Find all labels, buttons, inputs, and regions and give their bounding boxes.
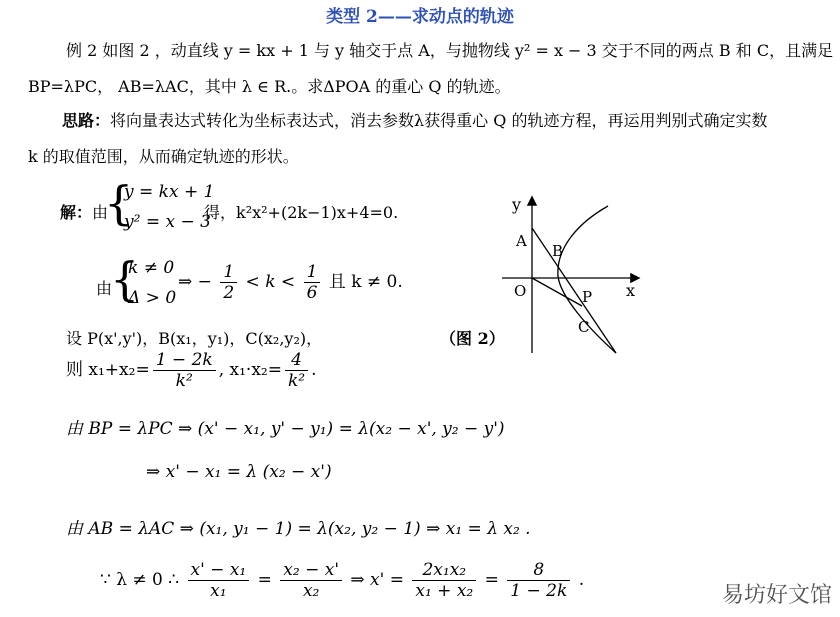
example-line-1: 例 2 如图 2 ，动直线 y = kx + 1 与 y 轴交于点 A，与抛物线 y² = x − 3 交于不同的两点 B 和 C，且满足 (66, 41, 834, 60)
figure-caption: （图 2） (440, 329, 505, 348)
fig-B-label: B (552, 242, 564, 260)
frac-sixth: $\frac{1}{6}$ (304, 262, 321, 303)
set-points: 设 P(x',y')，B(x₁，y₁)，C(x₂,y₂)， (66, 329, 323, 348)
frac-prod: $\frac{4}{\text{k²}}$ (285, 350, 308, 391)
final-derivation (100, 560, 584, 601)
fig-x-label: x (626, 281, 636, 300)
system-eq-2: y² = x − 3 (124, 212, 211, 232)
k-range (178, 262, 403, 303)
fig-origin-label: O (514, 282, 527, 300)
vieta-end: . (311, 360, 317, 380)
vieta-prod-label: , x₁·x₂= (218, 360, 282, 380)
figure-2 (498, 188, 648, 358)
example-line-2: BP=λPC， AB=λAC，其中 λ ∈ R.。求ΔPOA 的重心 Q 的轨迹。 (28, 77, 511, 96)
system-brace: { (104, 176, 134, 230)
cond-brace: { (110, 252, 140, 306)
approach-line-2: k 的取值范围，从而确定轨迹的形状。 (28, 147, 299, 166)
cond-2: Δ > 0 (128, 288, 177, 308)
fig-P-label: P (582, 288, 593, 306)
range-a: ⇒ − (178, 272, 212, 292)
watermark: 易坊好文馆 (721, 583, 832, 608)
final-b: ⇒ x' = (350, 570, 404, 590)
approach-line-1 (62, 108, 767, 131)
fig-C-label: C (578, 318, 590, 336)
vieta (66, 350, 317, 391)
final-a: ∵ λ ≠ 0 ∴ (100, 570, 180, 590)
cond-1: k ≠ 0 (128, 258, 175, 278)
vieta-sum-label: 则 x₁+x₂= (66, 360, 150, 380)
range-b: < k < (245, 272, 296, 292)
solution-by: 由 (92, 203, 109, 222)
frac-sum: $\frac{1 - 2k}{\text{k²}}$ (153, 350, 216, 391)
vector-eq-2: 由 AB = λAC ⇒ (x₁, y₁ − 1) = λ(x₂, y₂ − 1) ⇒ x₁ = λ x₂ . (66, 519, 531, 539)
cond-by: 由 (96, 279, 113, 298)
section-title: 类型 2——求动点的轨迹 (326, 7, 514, 27)
vector-eq-1b: ⇒ x' − x₁ = λ (x₂ − x') (146, 462, 332, 482)
approach-text-1: 将向量表达式转化为坐标表达式，消去参数λ获得重心 Q 的轨迹方程，再运用判别式确定实数 (110, 111, 768, 130)
frac-last-4: $\frac{8}{1 - 2k}$ (507, 560, 570, 601)
system-eq-1: y = kx + 1 (124, 182, 215, 202)
range-c: 且 k ≠ 0. (328, 272, 403, 292)
approach-label: 思路： (62, 111, 111, 130)
final-end: . (578, 570, 585, 590)
solution-label: 解： (60, 203, 93, 222)
frac-half: $\frac{1}{2}$ (220, 262, 237, 303)
frac-last-2: $\frac{\text{x₂ − x'}}{\text{x₂}}$ (280, 560, 342, 601)
vector-eq-1: 由 BP = λPC ⇒ (x' − x₁, y' − y₁) = λ(x₂ − x', y₂ − y') (66, 419, 505, 439)
fig-y-label: y (512, 195, 522, 214)
solution-intro (60, 200, 108, 223)
line-ABC (532, 228, 616, 353)
frac-last-3: $\frac{\text{2x₁x₂}}{\text{x₁ + x₂}}$ (412, 560, 476, 601)
final-eq2: = (484, 570, 499, 590)
final-eq: = (257, 570, 272, 590)
quadratic-result: 得，k²x²+(2k−1)x+4=0. (204, 203, 399, 222)
frac-last-1: $\frac{\text{x' − x₁}}{\text{x₁}}$ (188, 560, 250, 601)
fig-A-label: A (516, 232, 527, 250)
